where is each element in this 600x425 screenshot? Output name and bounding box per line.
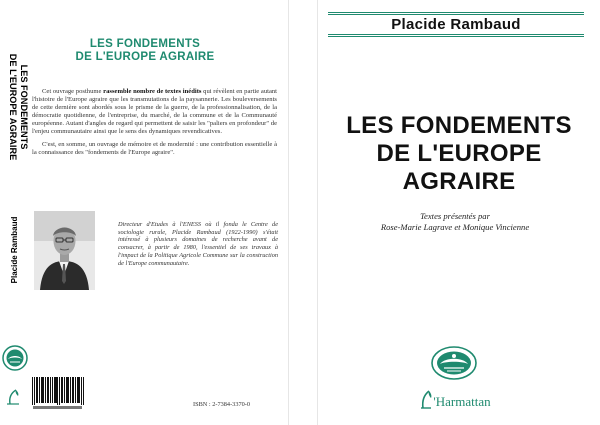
spine-title-line: LES FONDEMENTS (19, 64, 29, 150)
blurb-paragraph: C'est, en somme, un ouvrage de mémoire et de modernité : une contribution essentielle à la connaissance des "fondements de l'Europe agraire". (32, 141, 277, 156)
author-portrait (34, 211, 95, 290)
front-title-line: AGRAIRE (402, 168, 516, 195)
harmattan-logo-icon (419, 388, 433, 410)
back-title-line: LES FONDEMENTS (89, 38, 201, 50)
spine-author-text: Placide Rambaud (10, 216, 19, 284)
blurb-emphasis: rassemble nombre de textes inédits (103, 88, 202, 95)
presenters (360, 211, 550, 232)
blurb-text: Cet ouvrage posthume (42, 88, 104, 95)
decorative-stripes (328, 34, 584, 38)
back-blurb (32, 88, 277, 157)
back-title (60, 38, 230, 64)
front-title (318, 112, 600, 196)
spine-title (1, 12, 29, 202)
fold-line-right (317, 0, 318, 425)
blurb-paragraph (32, 88, 277, 136)
isbn-text: ISBN : 2-7384-3370-0 (193, 401, 251, 408)
front-title-line: DE L'EUROPE (376, 140, 542, 167)
publisher-name: 'Harmattan (433, 394, 491, 409)
spine (288, 0, 318, 425)
publisher-logo (400, 388, 510, 412)
front-author: Placide Rambaud (391, 16, 521, 33)
collection-emblem-icon (2, 345, 28, 371)
publisher-mark: L (419, 388, 421, 389)
spine-title-line: DE L'EUROPE AGRAIRE (8, 53, 19, 161)
spine-author (5, 210, 25, 290)
barcode-icon (30, 375, 85, 411)
blurb-text: qui révèlent en partie autant l'histoire de l'Europe agraire que les transmutations de la paysannerie. Les bouleversements de cette dernière sont abordés sous le prisme de la guerre, de la professionnalisation, de la démocratie quotidienne, de l'entreprise, du marché, de la commune et de la Communauté européenne. Autant d'angles de regard qui permettent de saisir les "paliers en profondeur" de l'enjeu communautaire ainsi que le sens des dynamiques revendicatives. (32, 88, 277, 135)
fold-line-left (288, 0, 289, 425)
back-title-line: DE L'EUROPE AGRAIRE (75, 51, 215, 63)
harmattan-logo-icon (4, 388, 26, 406)
collection-emblem-icon (430, 345, 478, 381)
presenters-line: Textes présentés par (420, 211, 490, 221)
author-bio: Directeur d'Etudes à l'ENESS où il fonda le Centre de sociologie rurale, Placide Rambaud (1922-1990) s'était intéressé à plusieurs domaines de recherche avant de consacrer, à partir de 1980, l'essentiel de ses travaux à l'impact de la Politique Agricole Commune sur la construction de l'Europe communautaire. (118, 221, 278, 267)
front-title-line: LES FONDEMENTS (346, 112, 572, 139)
presenters-line: Rose-Marie Lagrave et Monique Vincienne (380, 221, 530, 232)
